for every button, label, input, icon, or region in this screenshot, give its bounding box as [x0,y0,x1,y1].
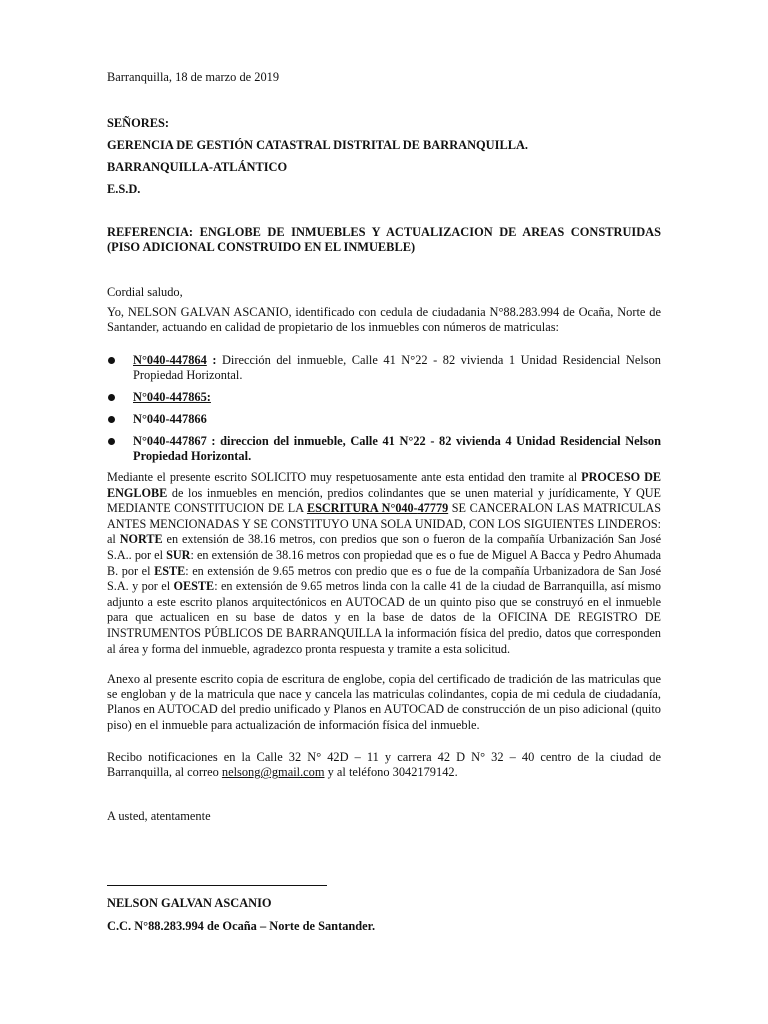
matricula-number: N°040-447867 [133,434,207,448]
closing-line: A usted, atentamente [107,809,211,823]
annex-paragraph: Anexo al presente escrito copia de escritura de englobe, copia del certificado de tradición de las matriculas que se engloban y de la matricula que nace y cancela las matriculas colindantes, copia de mi cedula de ciudadanía, Planos en AUTOCAD del predio unificado y Planos en AUTOCAD de construcción de un piso adicional (quito piso) en el inmueble para actualización de información física del inmueble. [107,672,661,732]
item-description: Dirección del inmueble, Calle 41 N°22 - 82 vivienda 1 Unidad Residencial Nelson Propiedad Horizontal. [133,353,661,383]
list-item [133,412,661,427]
request-text: Mediante el presente escrito SOLICITO muy respetuosamente ante esta entidad den tramite al [107,470,578,484]
date-line: Barranquilla, 18 de marzo de 2019 [107,70,280,84]
addressee-line-2: GERENCIA DE GESTIÓN CATASTRAL DISTRITAL DE BARRANQUILLA. [107,138,529,152]
request-text: : en extensión de 9.65 metros con predio que es o fue de la compañía Urbanizadora de San José S.A. y por el [107,563,661,594]
addressee-line-3: BARRANQUILLA-ATLÁNTICO [107,160,288,174]
signature-line [107,885,327,886]
list-item [133,353,661,383]
bullet-icon [108,357,115,364]
bullet-icon [108,416,115,423]
request-text: SE CANCERALON LAS MATRICULAS ANTES MENCIONADAS Y SE CONSTITUYO UNA SOLA UNIDAD, CON LOS SIGUIENTES LINDEROS: al [107,501,661,547]
notification-text: y al teléfono 3042179142. [324,765,458,780]
boundary-west: OESTE [173,579,215,594]
notification-paragraph [107,750,661,780]
bullet-icon [108,438,115,445]
boundary-east: ESTE [154,563,186,578]
escritura-number: ESCRITURA N°040- [306,501,418,516]
request-text: de los inmuebles en mención, predios colindantes que se unen material y jurídicamente, Y QUE MEDIANTE CONSTITUCION DE LA [107,485,661,516]
item-description: : direccion del inmueble, Calle 41 N°22 - 82 vivienda 4 Unidad Residencial Nelson Propiedad Horizontal. [133,434,661,464]
request-text: : en extensión de 38.16 metros con propiedad que es o fue de Miguel A Bacca y Pedro Ahumada B. por el [107,547,662,578]
request-process: PROCESO DE ENGLOBE [107,470,662,500]
matricula-number: N°040-447865: [133,390,211,404]
email-link[interactable]: nelsong@gmail.com [221,765,325,780]
boundary-south: SUR [166,547,191,562]
greeting: Cordial saludo, [107,285,183,299]
signer-name: NELSON GALVAN ASCANIO [107,896,272,910]
request-text: en extensión de 38.16 metros, con predios que son o fueron de la compañía Urbanización San José S.A.. por el [107,532,661,562]
matricula-number: N°040-447866 [133,412,207,426]
request-paragraph [107,470,661,657]
escritura-number: 47779 [417,501,449,516]
item-separator: : [206,353,222,367]
addressee-line-1: SEÑORES: [107,116,169,130]
signer-id: C.C. N°88.283.994 de Ocaña – Norte de Santander. [107,919,376,933]
notification-text: Recibo notificaciones en la Calle 32 N° 42D – 11 y carrera 42 D N° 32 – 40 centro de la ciudad de Barranquilla, al correo [107,750,661,780]
intro-paragraph: Yo, NELSON GALVAN ASCANIO, identificado con cedula de ciudadania N°88.283.994 de Ocaña, Norte de Santander, actuando en calidad de propietario de los inmuebles con números de matriculas: [107,305,661,335]
addressee-line-4: E.S.D. [107,182,141,196]
list-item [133,390,661,405]
request-text: : en extensión de 9.65 metros linda con la calle 41 de la ciudad de Barranquilla, así mismo adjunto a este escrito planos arquitectónicos en AUTOCAD de un quinto piso que se construyó en el inmueble para que actualicen en su base de datos y en la base de datos de la OFICINA DE REGISTRO DE INSTRUMENTOS PÚBLICOS DE BARRANQUILLA la información física del predio, datos que corresponden al área y forma del inmueble, agradezco pronta respuesta y tramite a esta solicitud. [107,579,661,656]
matricula-number: N°040-447864 [133,353,207,367]
bullet-icon [108,394,115,401]
reference-line: REFERENCIA: ENGLOBE DE INMUEBLES Y ACTUALIZACION DE AREAS CONSTRUIDAS (PISO ADICIONAL CONSTRUIDO EN EL INMUEBLE) [107,225,661,255]
list-item [133,434,661,464]
boundary-north: NORTE [119,532,163,547]
